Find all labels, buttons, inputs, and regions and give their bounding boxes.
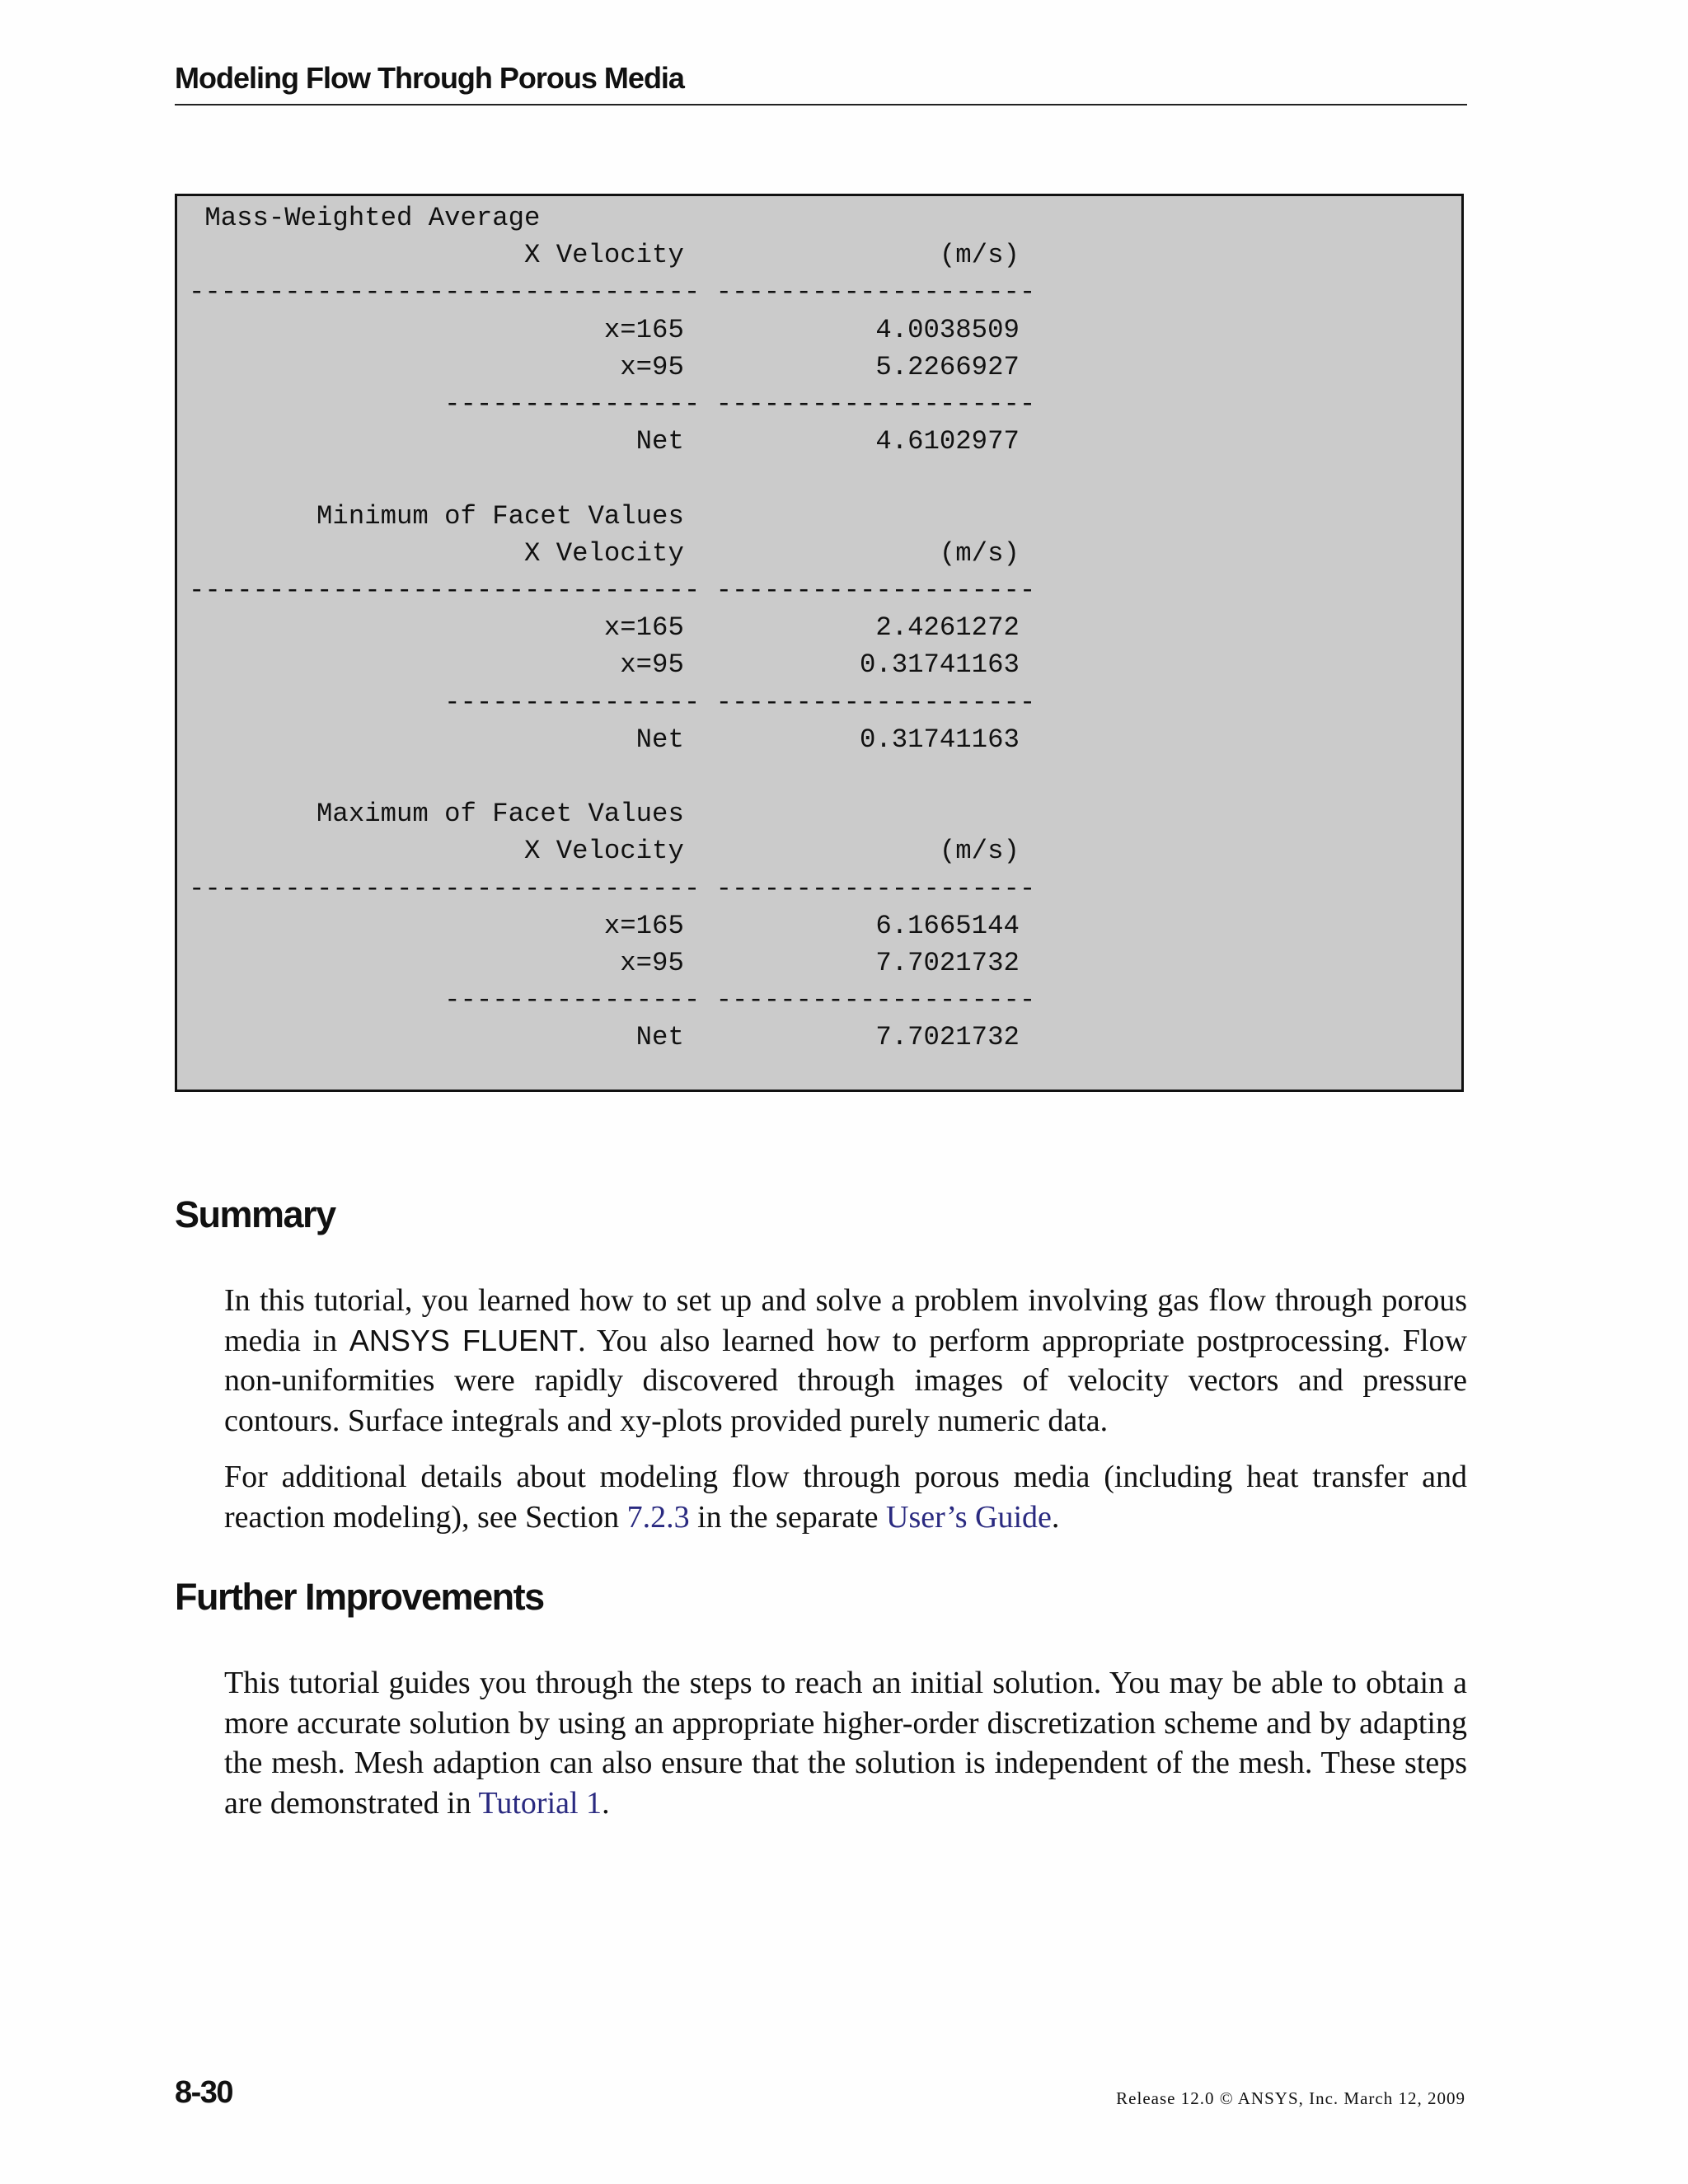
users-guide-link[interactable]: User’s Guide [886, 1499, 1052, 1535]
product-name: ANSYS FLUENT [349, 1323, 579, 1357]
summary-paragraph-1 [224, 1281, 1467, 1441]
console-output-text: Mass-Weighted Average X Velocity (m/s) -------------------------------- -------------------- x=165 4.0038509 x=95 5.2266927 ---------------- -------------------- Net 4.6102977 Minimum of Facet Values X Velocity (m/s) -------------------------------- -------------------- x=165 2.4261272 x=95 0.31741163 ---------------- -------------------- Net 0.31741163 Maximum of Facet Values X Velocity (m/s) -------------------------------- -------------------- x=165 6.1665144 x=95 7.7021732 ---------------- -------------------- Net 7.7021732 [189, 203, 1036, 1053]
page-number: 8-30 [175, 2075, 233, 2110]
summary-p2-text-end: . [1051, 1499, 1060, 1535]
further-p1-text-end: . [602, 1785, 610, 1821]
summary-p2-text-middle: in the separate [689, 1499, 887, 1535]
further-p1-text-start: This tutorial guides you through the steps to reach an initial solution. You may be able to obtain a more accurate solution by using an appropriate higher-order discretization scheme and by adapting the mesh. Mesh adaption can also ensure that the solution is independent of the mesh. These steps are demonstrated in [224, 1666, 1467, 1821]
console-output-box [175, 194, 1464, 1092]
tutorial-1-link[interactable]: Tutorial 1 [478, 1785, 603, 1821]
running-header: Modeling Flow Through Porous Media [175, 61, 1467, 105]
summary-p2-text-start: For additional details about modeling flow through porous media (including heat transfer and reaction modeling), see Section [224, 1460, 1467, 1535]
summary-paragraph-2 [224, 1457, 1467, 1537]
section-link[interactable]: 7.2.3 [626, 1499, 690, 1535]
summary-p1-text-start: In this tutorial, you learned how to set up and solve a problem involving gas flow through porous media in [224, 1283, 1467, 1358]
release-info: Release 12.0 © ANSYS, Inc. March 12, 2009 [1116, 2088, 1465, 2108]
summary-p1-text-end: . You also learned how to perform appropriate postprocessing. Flow non-uniformities were rapidly discovered through images of velocity vectors and pressure contours. Surface integrals and xy-plots provided purely numeric data. [224, 1323, 1468, 1438]
further-paragraph [224, 1663, 1467, 1823]
summary-heading: Summary [175, 1193, 335, 1235]
further-improvements-heading: Further Improvements [175, 1576, 544, 1618]
